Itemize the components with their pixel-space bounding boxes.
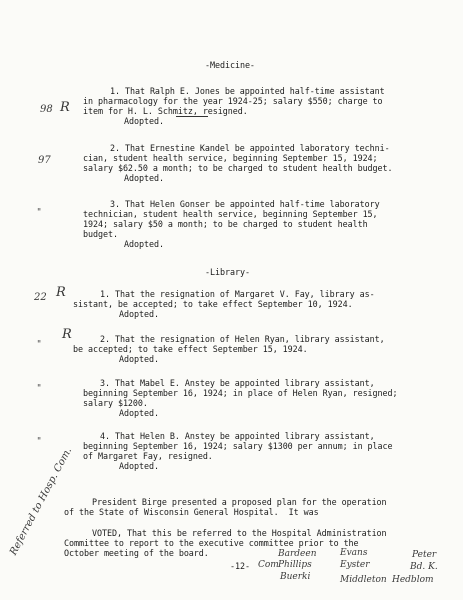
- library-item-4-line-1: 4. That Helen B. Anstey be appointed library assistant,: [100, 431, 375, 441]
- medicine-item-3-line-1: 3. That Helen Gonser be appointed half-time laboratory: [110, 199, 380, 209]
- medicine-item-1-line-2: in pharmacology for the year 1924-25; salary $550; charge to: [83, 96, 383, 106]
- medicine-item-3-adopted: Adopted.: [124, 239, 164, 249]
- library-item-2-adopted: Adopted.: [119, 354, 159, 364]
- margin-names-hedblom: Hedblom: [392, 575, 434, 585]
- margin-names-bardeen: Bardeen: [278, 549, 317, 559]
- library-item-2-line-1: 2. That the resignation of Helen Ryan, library assistant,: [100, 334, 385, 344]
- library-item-1-line-2: sistant, be accepted; to take effect September 10, 1924.: [73, 299, 353, 309]
- library-item-1-line-1: 1. That the resignation of Margaret V. Fay, library as-: [100, 289, 375, 299]
- medicine-item-3-line-2: technician, student health service, beginning September 15,: [83, 209, 378, 219]
- margin-names-eyster: Eyster: [340, 560, 370, 570]
- library-item-4-line-2: beginning September 16, 1924; salary $1300 per annum; in place: [83, 441, 393, 451]
- library-item-3-line-3: salary $1200.: [83, 398, 148, 408]
- margin-names-bdk: Bd. K.: [410, 562, 438, 572]
- medicine-item-3-line-3: 1924; salary $50 a month; to be charged to student health: [83, 219, 368, 229]
- page-number: -12-: [230, 561, 250, 571]
- medicine-item-2-line-3: salary $62.50 a month; to be charged to student health budget.: [83, 163, 393, 173]
- medicine-item-1-line-3: item for H. L. Schmitz, resigned.: [83, 106, 248, 116]
- margin-note-22: 22: [34, 292, 47, 303]
- margin-names-buerki: Buerki: [280, 572, 311, 582]
- voted-line-1: VOTED, That this be referred to the Hospital Administration: [92, 528, 387, 538]
- margin-mark-r1: R: [60, 100, 70, 115]
- medicine-item-3-line-4: budget.: [83, 229, 118, 239]
- library-item-3-adopted: Adopted.: [119, 408, 159, 418]
- margin-note-referred: Referred to Hosp. Com.: [8, 445, 75, 558]
- library-item-3-line-1: 3. That Mabel E. Anstey be appointed library assistant,: [100, 378, 375, 388]
- medicine-item-2-line-1: 2. That Ernestine Kandel be appointed laboratory techni-: [110, 143, 390, 153]
- closing-line-1: President Birge presented a proposed plan for the operation: [92, 497, 387, 507]
- library-item-4-line-3: of Margaret Fay, resigned.: [83, 451, 213, 461]
- margin-names-evans: Evans: [340, 548, 368, 558]
- margin-names-phillips: Phillips: [278, 560, 312, 570]
- closing-line-2: of the State of Wisconsin General Hospital. It was: [64, 507, 319, 517]
- margin-names-middleton: Middleton: [340, 575, 387, 585]
- margin-note-com: Com: [258, 560, 279, 570]
- medicine-item-1-adopted: Adopted.: [124, 116, 164, 126]
- schmitz-underline: [176, 116, 208, 117]
- library-item-4-adopted: Adopted.: [119, 461, 159, 471]
- margin-ditto-4: ": [37, 437, 42, 447]
- library-item-2-line-2: be accepted; to take effect September 15, 1924.: [73, 344, 308, 354]
- library-item-3-line-2: beginning September 16, 1924; in place of Helen Ryan, resigned;: [83, 388, 398, 398]
- margin-ditto-1: ": [37, 208, 42, 218]
- voted-line-2: Committee to report to the executive committee prior to the: [64, 538, 359, 548]
- margin-note-98: 98: [40, 104, 53, 115]
- library-item-1-adopted: Adopted.: [119, 309, 159, 319]
- medicine-item-1-line-1: 1. That Ralph E. Jones be appointed half-time assistant: [110, 86, 385, 96]
- heading-library: -Library-: [205, 267, 250, 277]
- margin-mark-r2: R: [56, 285, 66, 300]
- margin-mark-r3: R: [62, 327, 72, 342]
- margin-note-97: 97: [38, 155, 51, 166]
- medicine-item-2-line-2: cian, student health service, beginning September 15, 1924;: [83, 153, 378, 163]
- margin-names-peter: Peter: [412, 550, 437, 560]
- margin-ditto-3: ": [37, 384, 42, 394]
- margin-ditto-2: ": [37, 340, 42, 350]
- heading-medicine: -Medicine-: [205, 60, 255, 70]
- medicine-item-2-adopted: Adopted.: [124, 173, 164, 183]
- voted-line-3: October meeting of the board.: [64, 548, 209, 558]
